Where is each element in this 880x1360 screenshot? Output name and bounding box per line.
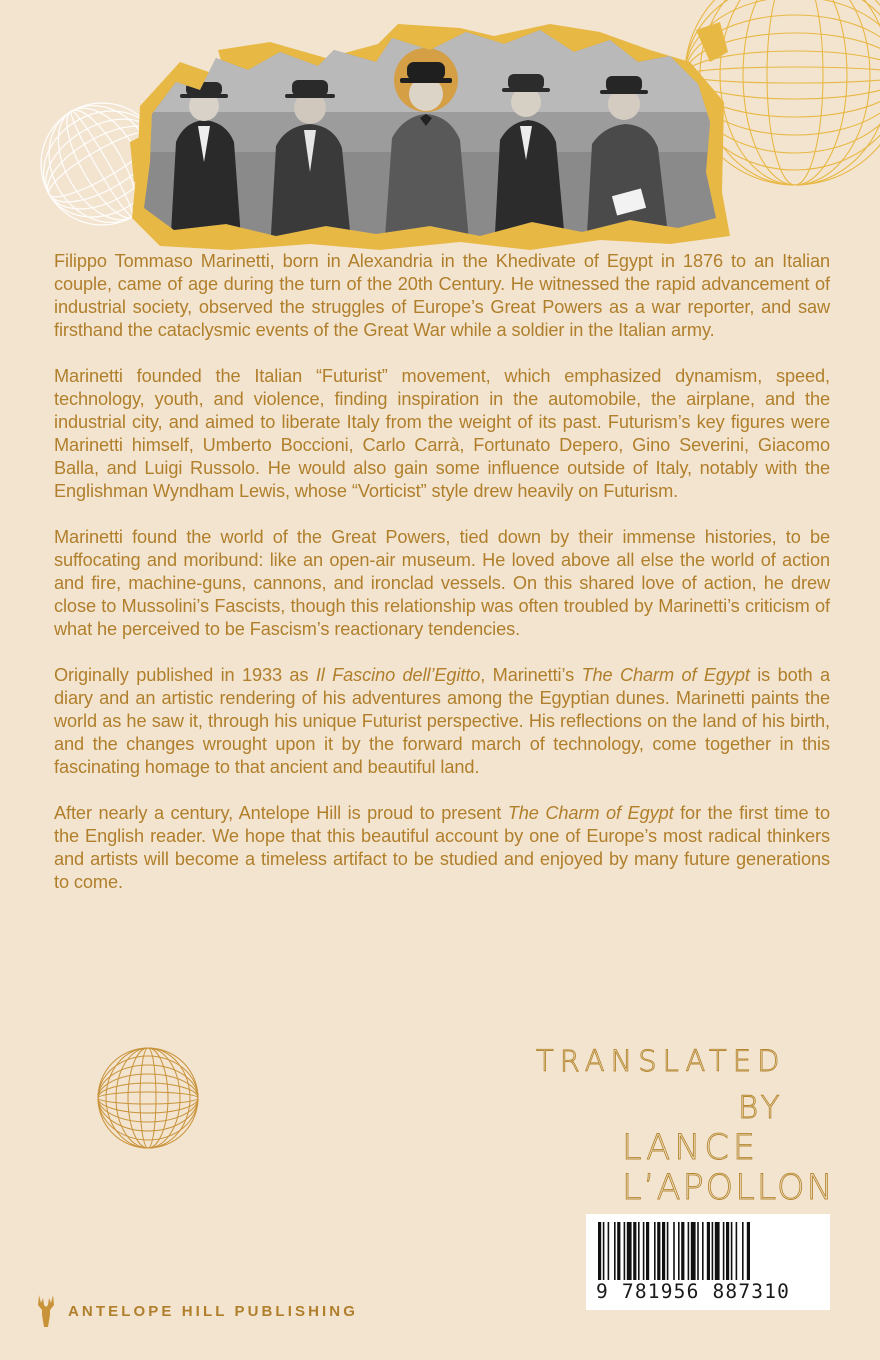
barcode-bar	[712, 1222, 714, 1280]
barcode-bar	[624, 1222, 626, 1280]
barcode-bar	[662, 1222, 665, 1280]
barcode-bar	[736, 1222, 738, 1280]
barcode-bar	[707, 1222, 710, 1280]
barcode-bar	[667, 1222, 669, 1280]
barcode-bar	[598, 1222, 601, 1280]
barcode-bar	[643, 1222, 645, 1280]
paragraph-text: Originally published in 1933 as	[54, 665, 316, 685]
barcode-bar	[697, 1222, 699, 1280]
paragraph-text: Marinetti founded the Italian “Futurist” movement, which emphasized dynamism, speed, technology, youth, and violence, finding inspiration in the automobile, the airplane, and the industrial city, and aimed to liberate Italy from the weight of its past. Futurism’s key figures were Marinetti himself, Umberto Boccioni, Carlo Carrà, Fortunato Depero, Gino Severini, Giacomo Balla, and Luigi Russolo. He would also gain some influence outside of Italy, notably with the Englishman Wyndham Lewis, whose “Vorticist” style drew heavily on Futurism.	[54, 366, 830, 501]
barcode-bar	[715, 1222, 720, 1280]
barcode-bar	[617, 1222, 620, 1280]
barcode-bar	[614, 1222, 616, 1280]
barcode-bar	[603, 1222, 605, 1280]
paragraph	[54, 250, 830, 342]
barcode-bar	[723, 1222, 725, 1280]
paragraph-text: Marinetti found the world of the Great Powers, tied down by their immense histories, to be suffocating and moribund: like an open-air museum. He loved above all else the world of action and fire, machine-guns, cannons, and ironclad vessels. On this shared love of action, he drew close to Mussolini’s Fascists, though this relationship was often troubled by Marinetti’s criticism of what he perceived to be Fascism’s reactionary tendencies.	[54, 527, 830, 639]
paragraph-text: After nearly a century, Antelope Hill is proud to present	[54, 803, 508, 823]
paragraph-text: Filippo Tommaso Marinetti, born in Alexandria in the Khedivate of Egypt in 1876 to an Italian couple, came of age during the turn of the 20th Century. He witnessed the rapid advancement of industrial society, observed the struggles of Europe’s Great Powers as a war reporter, and saw firsthand the cataclysmic events of the Great War while a soldier in the Italian army.	[54, 251, 830, 340]
barcode-bar	[747, 1222, 750, 1280]
isbn-number: 9 781956 887310	[596, 1280, 791, 1303]
barcode-bar	[681, 1222, 684, 1280]
barcode-bar	[673, 1222, 675, 1280]
barcode-bar	[731, 1222, 733, 1280]
barcode-bar	[646, 1222, 649, 1280]
book-title-italic: The Charm of Egypt	[581, 665, 750, 685]
translator-last-name: L’APOLLON	[622, 1168, 835, 1208]
paragraph-text: , Marinetti’s	[480, 665, 582, 685]
barcode-bars	[598, 1222, 818, 1282]
paragraph-text: for the first time to the English reader. We hope that this beautiful account by one of Europe’s most radical thinkers and artists will become a timeless artifact to be studied and enjoyed by many future generations to come.	[54, 803, 830, 892]
antelope-head-icon	[34, 1293, 58, 1329]
barcode-bar	[608, 1222, 610, 1280]
barcode-bar	[654, 1222, 656, 1280]
back-cover-description	[54, 250, 830, 917]
barcode-bar	[657, 1222, 660, 1280]
barcode-bar	[691, 1222, 696, 1280]
publisher-footer	[34, 1292, 358, 1330]
translated-label: TRANSLATED	[536, 1044, 786, 1078]
translator-first-name: LANCE	[622, 1128, 759, 1168]
paragraph	[54, 802, 830, 894]
barcode-bar	[688, 1222, 690, 1280]
barcode-bar	[627, 1222, 632, 1280]
paragraph	[54, 365, 830, 503]
paragraph-text: is both a diary and an artistic rendering of his adventures among the Egyptian dunes. Marinetti paints the world as he saw it, through his unique Futurist perspective. His reflections on the land of his birth, and the changes wrought upon it by the forward march of technology, come together in this fascinating homage to that ancient and beautiful land.	[54, 665, 830, 777]
by-label: BY	[738, 1090, 784, 1126]
historical-photo	[130, 22, 730, 252]
barcode-bar	[678, 1222, 680, 1280]
book-title-italic: Il Fascino dell’Egitto	[315, 665, 481, 685]
barcode-bar	[742, 1222, 744, 1280]
isbn-barcode	[586, 1214, 830, 1310]
paragraph	[54, 526, 830, 641]
paragraph	[54, 664, 830, 779]
barcode-bar	[638, 1222, 640, 1280]
book-title-italic: The Charm of Egypt	[507, 803, 674, 823]
barcode-bar	[633, 1222, 636, 1280]
barcode-bar	[726, 1222, 729, 1280]
barcode-bar	[702, 1222, 704, 1280]
wireframe-globe-bottom-icon	[96, 1046, 200, 1150]
publisher-name: ANTELOPE HILL PUBLISHING	[68, 1302, 358, 1320]
